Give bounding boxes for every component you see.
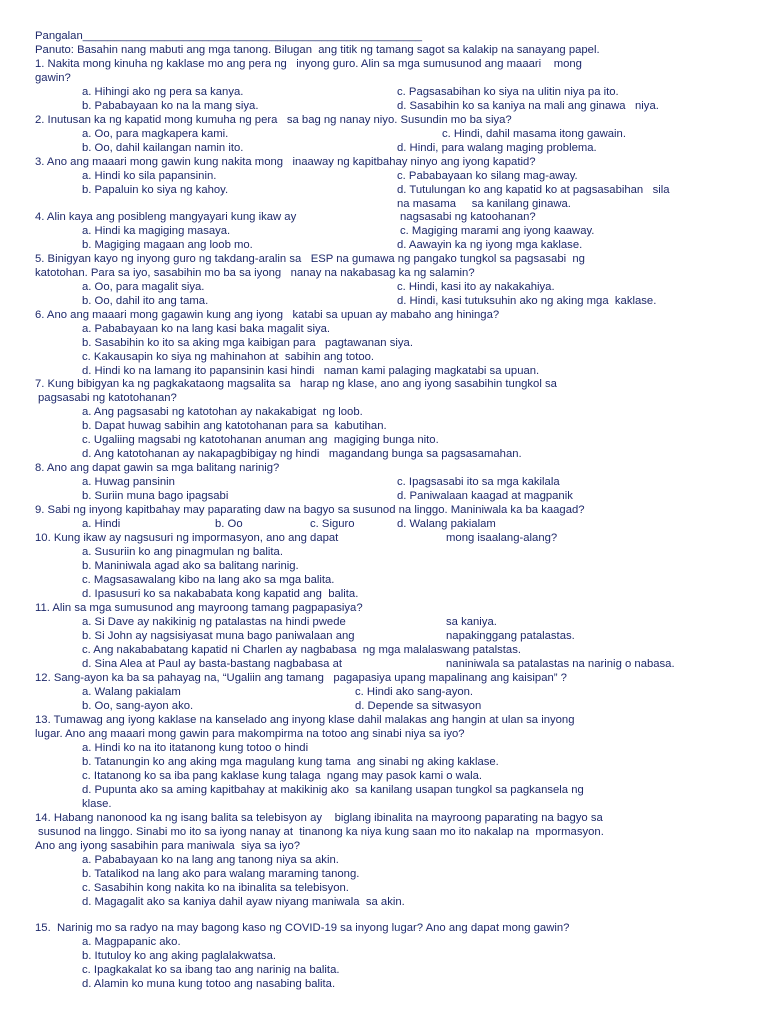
- worksheet-line: d. Paniwalaan kaagad at magpanik: [397, 490, 573, 502]
- worksheet-line: a. Hindi ko na ito itatanong kung totoo o hindi: [82, 742, 309, 754]
- worksheet-line: b. Sasabihin ko ito sa aking mga kaibigan para pagtawanan siya.: [82, 337, 413, 349]
- pangalan-line: Pangalan______________________________________________________: [35, 30, 423, 42]
- worksheet-line: d. Sina Alea at Paul ay basta-bastang nagbabasa at: [82, 658, 343, 670]
- worksheet-line: c. Kakausapin ko siya ng mahinahon at sabihin ang totoo.: [82, 351, 375, 363]
- worksheet-line: d. Sasabihin ko sa kaniya na mali ang ginawa niya.: [397, 100, 659, 112]
- worksheet-line: susunod na linggo. Sinabi mo ito sa iyong nanay at tinanong ka niya kung saan mo ito nakalap na mpormasyon.: [38, 826, 604, 838]
- worksheet-line: b. Si John ay nagsisiyasat muna bago paniwalaan ang: [82, 630, 355, 642]
- worksheet-line: a. Pababayaan ko na lang ang tanong niya sa akin.: [82, 854, 339, 866]
- worksheet-line: d. Ipasusuri ko sa nakababata kong kapatid ang balita.: [82, 588, 359, 600]
- worksheet-line: b. Oo: [215, 518, 243, 530]
- worksheet-line: b. Itutuloy ko ang aking paglalakwatsa.: [82, 950, 277, 962]
- worksheet-line: b. Tatalikod na lang ako para walang maraming tanong.: [82, 868, 360, 880]
- worksheet-line: c. Ang nakababatang kapatid ni Charlen ay nagbabasa ng mga malalaswang patalstas.: [82, 644, 521, 656]
- worksheet-line: na masama sa kanilang ginawa.: [397, 198, 571, 210]
- worksheet-line: d. Hindi, kasi tutuksuhin ako ng aking mga kaklase.: [397, 295, 657, 307]
- panuto-instruction: Panuto: Basahin nang mabuti ang mga tanong. Bilugan ang titik ng tamang sagot sa kalakip na sanayang papel.: [35, 44, 600, 56]
- worksheet-line: d. Pupunta ako sa aming kapitbahay at makikinig ako sa kanilang usapan tungkol sa pagkansela ng: [82, 784, 584, 796]
- worksheet-line: Ano ang iyong sasabihin para maniwala siya sa iyo?: [35, 840, 301, 852]
- worksheet-line: c. Ugaliing magsabi ng katotohanan anuman ang magiging bunga nito.: [82, 434, 439, 446]
- worksheet-line: napakinggang patalastas.: [446, 630, 575, 642]
- worksheet-line: a. Susuriin ko ang pinagmulan ng balita.: [82, 546, 283, 558]
- worksheet-line: c. Pababayaan ko silang mag-away.: [397, 170, 578, 182]
- worksheet-line: d. Walang pakialam: [397, 518, 496, 530]
- worksheet-line: pagsasabi ng katotohanan?: [38, 392, 177, 404]
- worksheet-line: a. Hindi: [82, 518, 121, 530]
- worksheet-line: 14. Habang nanonood ka ng isang balita sa telebisyon ay biglang ibinalita na mayroong paparating na bagyo sa: [35, 812, 603, 824]
- worksheet-line: c. Hindi ako sang-ayon.: [355, 686, 474, 698]
- worksheet-line: 5. Binigyan kayo ng inyong guro ng takdang-aralin sa ESP na gumawa ng pangako tungkol sa pagsasabi ng: [35, 253, 585, 265]
- worksheet-line: d. Alamin ko muna kung totoo ang nasabing balita.: [82, 978, 336, 990]
- worksheet-line: sa kaniya.: [446, 616, 497, 628]
- worksheet-line: b. Oo, sang-ayon ako.: [82, 700, 194, 712]
- worksheet-line: d. Magagalit ako sa kaniya dahil ayaw niyang maniwala sa akin.: [82, 896, 405, 908]
- worksheet-line: 13. Tumawag ang iyong kaklase na kanselado ang inyong klase dahil malakas ang hangin at ulan sa inyong: [35, 714, 575, 726]
- worksheet-line: d. Aawayin ka ng iyong mga kaklase.: [397, 239, 583, 251]
- worksheet-line: naniniwala sa patalastas na narinig o nabasa.: [446, 658, 675, 670]
- worksheet-line: mong isaalang-alang?: [446, 532, 558, 544]
- worksheet-line: a. Si Dave ay nakikinig ng patalastas na hindi pwede: [82, 616, 346, 628]
- worksheet-line: c. Sasabihin kong nakita ko na ibinalita sa telebisyon.: [82, 882, 349, 894]
- worksheet-line: b. Maniniwala agad ako sa balitang narinig.: [82, 560, 299, 572]
- worksheet-line: b. Suriin muna bago ipagsabi: [82, 490, 229, 502]
- worksheet-line: c. Ipagkakalat ko sa ibang tao ang narinig na balita.: [82, 964, 340, 976]
- worksheet-line: a. Walang pakialam: [82, 686, 181, 698]
- worksheet-line: c. Itatanong ko sa iba pang kaklase kung talaga ngang may pasok kami o wala.: [82, 770, 483, 782]
- worksheet-line: b. Pababayaan ko na la mang siya.: [82, 100, 259, 112]
- worksheet-line: c. Magsasawalang kibo na lang ako sa mga balita.: [82, 574, 335, 586]
- worksheet-line: 2. Inutusan ka ng kapatid mong kumuha ng pera sa bag ng nanay niyo. Susundin mo ba siya?: [35, 114, 512, 126]
- worksheet-line: d. Tutulungan ko ang kapatid ko at pagsasabihan sila: [397, 184, 670, 196]
- worksheet-line: c. Ipagsasabi ito sa mga kakilala: [397, 476, 560, 488]
- worksheet-line: b. Magiging magaan ang loob mo.: [82, 239, 253, 251]
- worksheet-line: d. Depende sa sitwasyon: [355, 700, 482, 712]
- worksheet-line: b. Tatanungin ko ang aking mga magulang kung tama ang sinabi ng aking kaklase.: [82, 756, 499, 768]
- worksheet-line: b. Dapat huwag sabihin ang katotohanan para sa kabutihan.: [82, 420, 387, 432]
- worksheet-line: 1. Nakita mong kinuha ng kaklase mo ang pera ng inyong guro. Alin sa mga sumusunod ang maaari mong: [35, 58, 582, 70]
- worksheet-line: d. Hindi, para walang maging problema.: [397, 142, 597, 154]
- worksheet-line: 7. Kung bibigyan ka ng pagkakataong magsalita sa harap ng klase, ano ang iyong sasabihin tungkol sa: [35, 378, 557, 390]
- worksheet-line: 15. Narinig mo sa radyo na may bagong kaso ng COVID-19 sa inyong lugar? Ano ang dapat mong gawin?: [35, 922, 570, 934]
- worksheet-line: a. Magpapanic ako.: [82, 936, 181, 948]
- worksheet-line: klase.: [82, 798, 112, 810]
- worksheet-line: a. Hindi ko sila papansinin.: [82, 170, 217, 182]
- worksheet-line: 11. Alin sa mga sumusunod ang mayroong tamang pagpapasiya?: [35, 602, 363, 614]
- worksheet-line: a. Oo, para magkapera kami.: [82, 128, 229, 140]
- worksheet-line: 10. Kung ikaw ay nagsusuri ng impormasyon, ano ang dapat: [35, 532, 339, 544]
- worksheet-line: c. Hindi, dahil masama itong gawain.: [442, 128, 626, 140]
- worksheet-line: 3. Ano ang maaari mong gawin kung nakita mong inaaway ng kapitbahay ninyo ang iyong kapatid?: [35, 156, 536, 168]
- worksheet-line: b. Papaluin ko siya ng kahoy.: [82, 184, 229, 196]
- worksheet-line: c. Pagsasabihan ko siya na ulitin niya pa ito.: [397, 86, 619, 98]
- worksheet-line: a. Ang pagsasabi ng katotohan ay nakakabigat ng loob.: [82, 406, 363, 418]
- worksheet-line: d. Ang katotohanan ay nakapagbibigay ng hindi magandang bunga sa pagsasamahan.: [82, 448, 522, 460]
- worksheet-line: b. Oo, dahil kailangan namin ito.: [82, 142, 244, 154]
- worksheet-line: nagsasabi ng katoohanan?: [400, 211, 536, 223]
- worksheet-line: a. Hihingi ako ng pera sa kanya.: [82, 86, 244, 98]
- worksheet-line: 9. Sabi ng inyong kapitbahay may paparating daw na bagyo sa susunod na linggo. Maniniwala ka ba kaagad?: [35, 504, 585, 516]
- worksheet-line: lugar. Ano ang maaari mong gawin para makompirma na totoo ang sinabi niya sa iyo?: [35, 728, 465, 740]
- worksheet-line: d. Hindi ko na lamang ito papansinin kasi hindi naman kami palaging magkatabi sa upuan.: [82, 365, 540, 377]
- worksheet-line: a. Pababayaan ko na lang kasi baka magalit siya.: [82, 323, 331, 335]
- worksheet-line: a. Huwag pansinin: [82, 476, 175, 488]
- worksheet-line: katotohan. Para sa iyo, sasabihin mo ba sa iyong nanay na nakabasag ka ng salamin?: [35, 267, 475, 279]
- worksheet-line: 4. Alin kaya ang posibleng mangyayari kung ikaw ay: [35, 211, 297, 223]
- worksheet-line: 8. Ano ang dapat gawin sa mga balitang narinig?: [35, 462, 280, 474]
- worksheet-line: a. Hindi ka magiging masaya.: [82, 225, 231, 237]
- worksheet-line: gawin?: [35, 72, 71, 84]
- worksheet-line: c. Hindi, kasi ito ay nakakahiya.: [397, 281, 555, 293]
- worksheet-line: a. Oo, para magalit siya.: [82, 281, 205, 293]
- worksheet-line: c. Siguro: [310, 518, 355, 530]
- worksheet-line: 12. Sang-ayon ka ba sa pahayag na, “Ugaliin ang tamang pagapasiya upang mapalinang ang kaisipan” ?: [35, 672, 567, 684]
- worksheet-line: c. Magiging marami ang iyong kaaway.: [400, 225, 595, 237]
- worksheet-line: 6. Ano ang maaari mong gagawin kung ang iyong katabi sa upuan ay mabaho ang hininga?: [35, 309, 500, 321]
- worksheet-line: b. Oo, dahil ito ang tama.: [82, 295, 209, 307]
